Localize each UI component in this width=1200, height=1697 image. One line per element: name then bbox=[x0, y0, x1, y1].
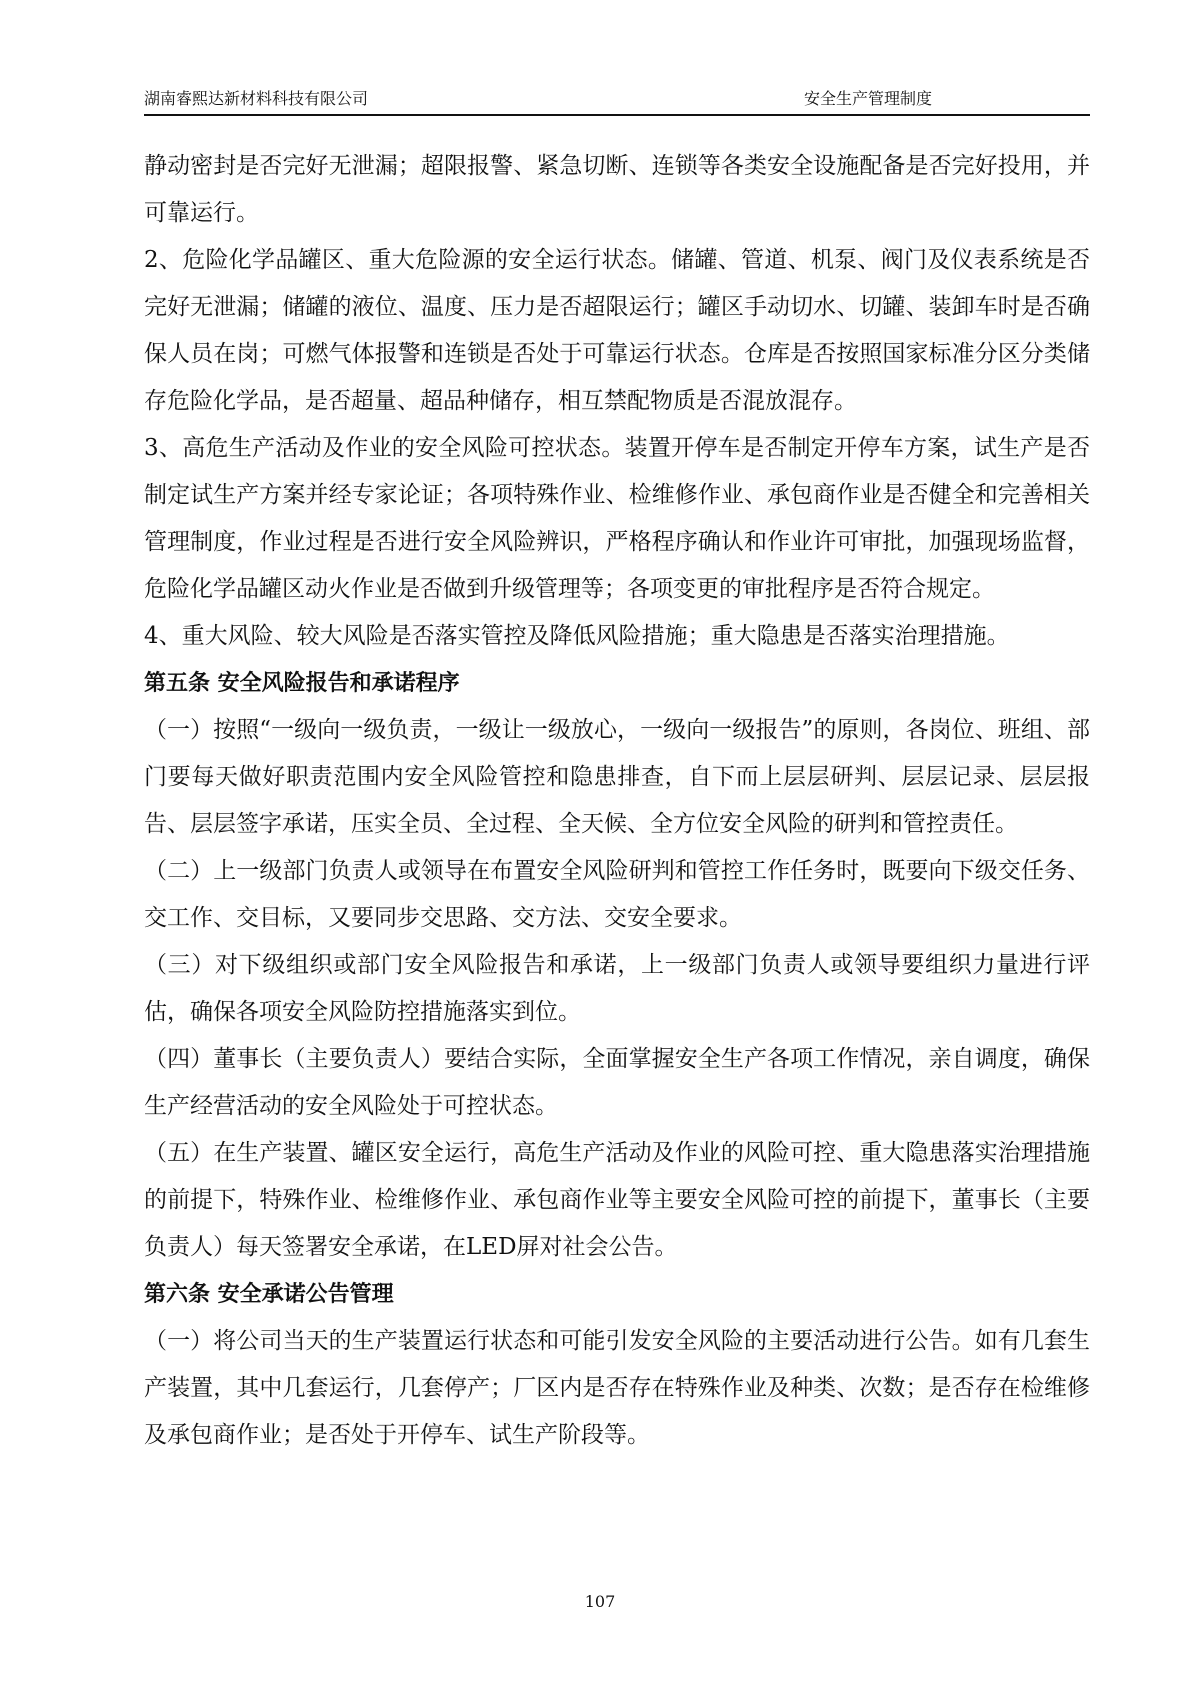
page-body bbox=[144, 143, 1090, 1459]
section-heading: 第六条 安全承诺公告管理 bbox=[144, 1282, 394, 1307]
page-number: 107 bbox=[584, 1592, 616, 1611]
paragraph: （三）对下级组织或部门安全风险报告和承诺，上一级部门负责人或领导要组织力量进行评估，确保各项安全风险防控措施落实到位。 bbox=[144, 952, 1090, 1025]
paragraph: 2、危险化学品罐区、重大危险源的安全运行状态。储罐、管道、机泵、阀门及仪表系统是否完好无泄漏；储罐的液位、温度、压力是否超限运行；罐区手动切水、切罐、装卸车时是否确保人员在岗；可燃气体报警和连锁是否处于可靠运行状态。仓库是否按照国家标准分区分类储存危险化学品，是否超量、超品种储存，相互禁配物质是否混放混存。 bbox=[144, 247, 1090, 414]
paragraph: （一）按照“一级向一级负责，一级让一级放心，一级向一级报告”的原则，各岗位、班组、部门要每天做好职责范围内安全风险管控和隐患排查，自下而上层层研判、层层记录、层层报告、层层签字承诺，压实全员、全过程、全天候、全方位安全风险的研判和管控责任。 bbox=[144, 717, 1090, 837]
section-heading: 第五条 安全风险报告和承诺程序 bbox=[144, 671, 460, 696]
paragraph: 静动密封是否完好无泄漏；超限报警、紧急切断、连锁等各类安全设施配备是否完好投用，并可靠运行。 bbox=[144, 153, 1090, 226]
header-document-title: 安全生产管理制度 bbox=[804, 89, 933, 108]
paragraph: （四）董事长（主要负责人）要结合实际，全面掌握安全生产各项工作情况，亲自调度，确保生产经营活动的安全风险处于可控状态。 bbox=[144, 1046, 1090, 1119]
paragraph: 4、重大风险、较大风险是否落实管控及降低风险措施；重大隐患是否落实治理措施。 bbox=[144, 623, 1010, 649]
page-header bbox=[144, 80, 1090, 116]
paragraph: （一）将公司当天的生产装置运行状态和可能引发安全风险的主要活动进行公告。如有几套生产装置，其中几套运行，几套停产；厂区内是否存在特殊作业及种类、次数；是否存在检维修及承包商作业；是否处于开停车、试生产阶段等。 bbox=[144, 1328, 1090, 1448]
header-company-name: 湖南睿熙达新材料科技有限公司 bbox=[144, 89, 369, 108]
paragraph: 3、高危生产活动及作业的安全风险可控状态。装置开停车是否制定开停车方案，试生产是否制定试生产方案并经专家论证；各项特殊作业、检维修作业、承包商作业是否健全和完善相关管理制度，作业过程是否进行安全风险辨识，严格程序确认和作业许可审批，加强现场监督，危险化学品罐区动火作业是否做到升级管理等；各项变更的审批程序是否符合规定。 bbox=[144, 435, 1090, 602]
paragraph: （二）上一级部门负责人或领导在布置安全风险研判和管控工作任务时，既要向下级交任务、交工作、交目标，又要同步交思路、交方法、交安全要求。 bbox=[144, 858, 1090, 931]
paragraph: （五）在生产装置、罐区安全运行，高危生产活动及作业的风险可控、重大隐患落实治理措施的前提下，特殊作业、检维修作业、承包商作业等主要安全风险可控的前提下，董事长（主要负责人）每天签署安全承诺，在LED屏对社会公告。 bbox=[144, 1140, 1090, 1260]
